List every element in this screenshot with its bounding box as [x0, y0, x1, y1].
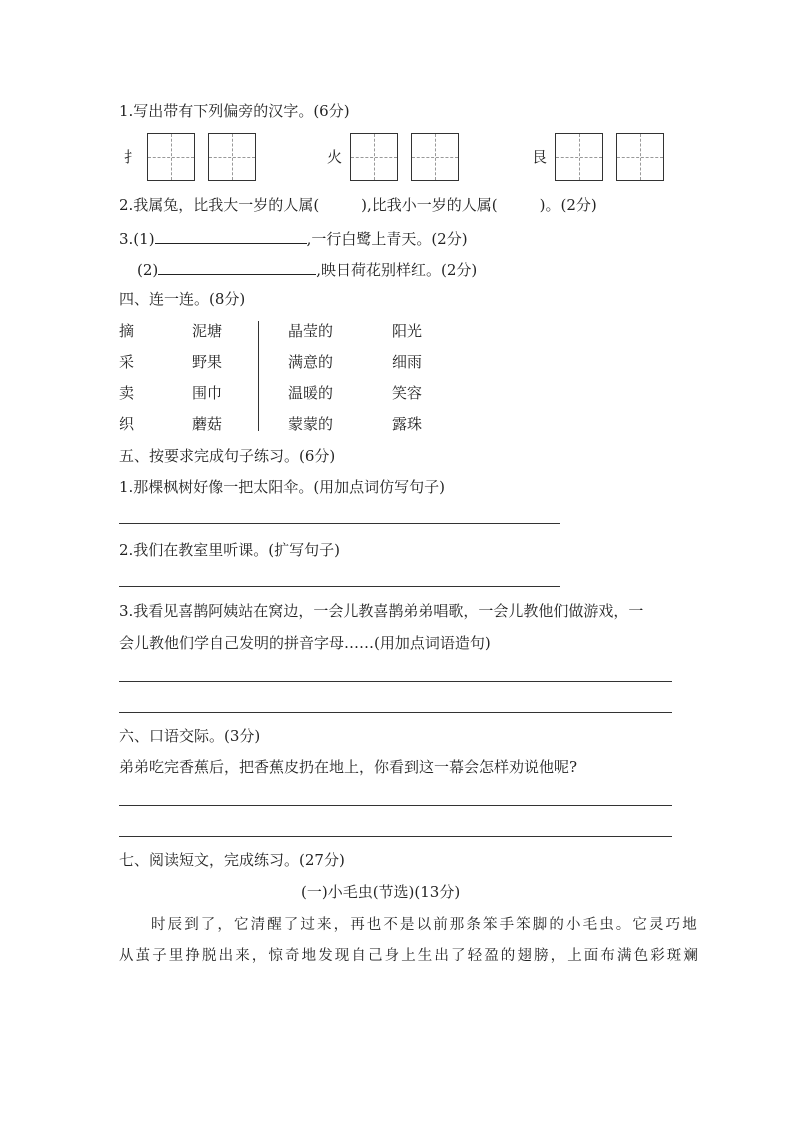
radical-1: 扌 [124, 148, 140, 166]
answer-line[interactable] [119, 681, 672, 682]
s5-q3-line-1: 3.我看见喜鹊阿姨站在窝边，一会儿教喜鹊弟弟唱歌，一会儿教他们做游戏，一 [119, 602, 644, 620]
s5-title: 五、按要求完成句子练习。(6分) [119, 447, 336, 465]
match-item[interactable]: 野果 [192, 353, 223, 371]
passage-line-1: 时辰到了，它清醒了过来，再也不是以前那条笨手笨脚的小毛虫。它灵巧地 [151, 917, 699, 933]
s6-question: 弟弟吃完香蕉后，把香蕉皮扔在地上，你看到这一幕会怎样劝说他呢? [119, 758, 578, 776]
match-item[interactable]: 阳光 [392, 322, 423, 340]
answer-line[interactable] [119, 586, 560, 587]
q3-line-2 [137, 258, 477, 280]
q3-prefix-1: 3.(1) [119, 230, 155, 248]
s5-q3-line-2: 会儿教他们学自己发明的拼音字母……(用加点词语造句) [119, 634, 491, 652]
q3-prefix-2: (2) [137, 261, 159, 279]
q3-blank-2[interactable] [158, 258, 316, 275]
match-item[interactable]: 笑容 [392, 384, 423, 402]
match-item[interactable]: 晶莹的 [288, 322, 334, 340]
q3-blank-1[interactable] [155, 227, 307, 244]
s5-q1: 1.那棵枫树好像一把太阳伞。(用加点词仿写句子) [119, 478, 446, 496]
match-item[interactable]: 温暖的 [288, 384, 334, 402]
passage-title: (一)小毛虫(节选)(13分) [301, 883, 461, 901]
writing-box[interactable] [350, 133, 398, 181]
writing-box[interactable] [555, 133, 603, 181]
writing-box[interactable] [147, 133, 195, 181]
radical-2: 火 [327, 148, 343, 166]
q2-line [119, 195, 597, 215]
q1-title: 1.写出带有下列偏旁的汉字。(6分) [119, 102, 350, 120]
match-item[interactable]: 卖 [119, 384, 135, 402]
match-item[interactable]: 蒙蒙的 [288, 415, 334, 433]
writing-box[interactable] [208, 133, 256, 181]
passage-line-2: 从茧子里挣脱出来，惊奇地发现自己身上生出了轻盈的翅膀，上面布满色彩斑斓 [119, 948, 700, 964]
match-item[interactable]: 围巾 [192, 384, 223, 402]
match-item[interactable]: 织 [119, 415, 135, 433]
s4-title: 四、连一连。(8分) [119, 290, 246, 308]
answer-line[interactable] [119, 712, 672, 713]
match-item[interactable]: 细雨 [392, 353, 423, 371]
match-item[interactable]: 摘 [119, 322, 135, 340]
answer-line[interactable] [119, 523, 560, 524]
q2-text-a: 2.我属兔，比我大一岁的人属( [119, 196, 320, 214]
match-item[interactable]: 满意的 [288, 353, 334, 371]
s7-title: 七、阅读短文，完成练习。(27分) [119, 851, 345, 869]
s6-title: 六、口语交际。(3分) [119, 727, 261, 745]
q3-suffix-2: ,映日荷花别样红。(2分) [316, 261, 478, 279]
q2-text-c: )。(2分) [539, 196, 597, 214]
match-divider [258, 321, 259, 431]
q2-text-b: ),比我小一岁的人属( [361, 196, 498, 214]
writing-box[interactable] [616, 133, 664, 181]
s5-q2: 2.我们在教室里听课。(扩写句子) [119, 541, 341, 559]
match-item[interactable]: 泥塘 [192, 322, 223, 340]
q3-suffix-1: ,一行白鹭上青天。(2分) [306, 230, 468, 248]
match-item[interactable]: 采 [119, 353, 135, 371]
answer-line[interactable] [119, 805, 672, 806]
q3-line-1 [119, 227, 468, 249]
match-item[interactable]: 蘑菇 [192, 415, 223, 433]
writing-box[interactable] [411, 133, 459, 181]
match-item[interactable]: 露珠 [392, 415, 423, 433]
radical-3: 艮 [532, 148, 548, 166]
answer-line[interactable] [119, 836, 672, 837]
